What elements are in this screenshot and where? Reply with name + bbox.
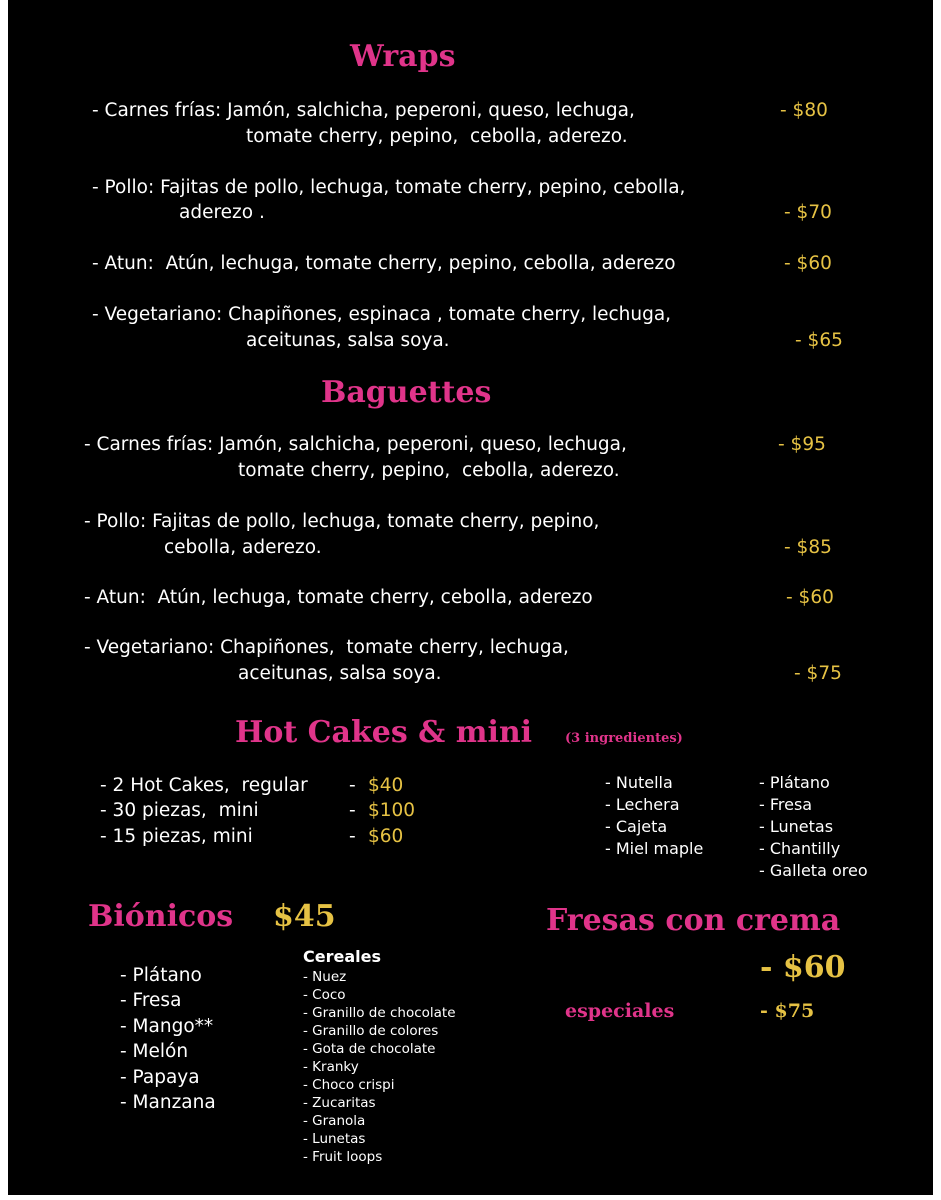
topping-item: - Galleta oreo <box>759 861 868 880</box>
wraps-item-price: - $80 <box>780 100 828 121</box>
hotcakes-item-name: - 15 piezas, mini <box>100 826 253 847</box>
baguettes-item-price: - $60 <box>786 587 834 608</box>
bionicos-fruit: - Plátano <box>120 965 202 986</box>
bionicos-fruit: - Manzana <box>120 1092 216 1113</box>
wraps-item-line: - Carnes frías: Jamón, salchicha, peperoni, queso, lechuga, <box>92 100 635 121</box>
cereal-item: - Choco crispi <box>303 1077 395 1093</box>
baguettes-item-line: aceitunas, salsa soya. <box>238 663 442 684</box>
topping-item: - Nutella <box>605 773 673 792</box>
baguettes-item-line: - Atun: Atún, lechuga, tomate cherry, cebolla, aderezo <box>84 587 593 608</box>
baguettes-item-price: - $85 <box>784 537 832 558</box>
fresas-especiales-label: especiales <box>565 1000 675 1022</box>
cereales-title: Cereales <box>303 947 381 966</box>
wraps-item-price: - $70 <box>784 202 832 223</box>
fresas-especiales-price: - $75 <box>760 1000 815 1022</box>
wraps-item-line: aderezo . <box>179 202 265 223</box>
baguettes-item-line: - Pollo: Fajitas de pollo, lechuga, tomate cherry, pepino, <box>84 511 600 532</box>
topping-item: - Cajeta <box>605 817 668 836</box>
cereal-item: - Granillo de colores <box>303 1023 439 1039</box>
cereal-item: - Granillo de chocolate <box>303 1005 456 1021</box>
hotcakes-item-dash: - <box>349 800 356 821</box>
topping-item: - Fresa <box>759 795 813 814</box>
bionicos-fruit: - Papaya <box>120 1067 200 1088</box>
hotcakes-item-price: $60 <box>368 826 404 847</box>
cereal-item: - Granola <box>303 1113 366 1129</box>
topping-item: - Chantilly <box>759 839 841 858</box>
cereal-item: - Zucaritas <box>303 1095 376 1111</box>
baguettes-item-line: - Carnes frías: Jamón, salchicha, peperoni, queso, lechuga, <box>84 434 627 455</box>
cereal-item: - Nuez <box>303 969 347 985</box>
cereal-item: - Kranky <box>303 1059 359 1075</box>
topping-item: - Lunetas <box>759 817 834 836</box>
hotcakes-subtitle: (3 ingredientes) <box>565 731 683 746</box>
bionicos-fruit: - Melón <box>120 1041 189 1062</box>
cereal-item: - Lunetas <box>303 1131 366 1147</box>
wraps-item-line: aceitunas, salsa soya. <box>246 330 450 351</box>
wraps-item-price: - $65 <box>795 330 843 351</box>
wraps-title: Wraps <box>350 39 456 74</box>
wraps-item-line: tomate cherry, pepino, cebolla, aderezo. <box>246 126 628 147</box>
wraps-item-line: - Vegetariano: Chapiñones, espinaca , tomate cherry, lechuga, <box>92 304 672 325</box>
cereal-item: - Fruit loops <box>303 1149 383 1165</box>
hotcakes-item-dash: - <box>349 826 356 847</box>
hotcakes-item-name: - 30 piezas, mini <box>100 800 259 821</box>
baguettes-title: Baguettes <box>321 375 492 410</box>
hotcakes-item-dash: - <box>349 775 356 796</box>
hotcakes-item-price: $100 <box>368 800 416 821</box>
bionicos-fruit: - Mango** <box>120 1016 214 1037</box>
bionicos-title: Biónicos <box>88 899 234 934</box>
baguettes-item-line: cebolla, aderezo. <box>164 537 322 558</box>
wraps-item-line: - Pollo: Fajitas de pollo, lechuga, tomate cherry, pepino, cebolla, <box>92 177 686 198</box>
cereal-item: - Gota de chocolate <box>303 1041 436 1057</box>
baguettes-item-line: - Vegetariano: Chapiñones, tomate cherry, lechuga, <box>84 637 569 658</box>
cereal-item: - Coco <box>303 987 346 1003</box>
bionicos-fruit: - Fresa <box>120 990 182 1011</box>
topping-item: - Miel maple <box>605 839 704 858</box>
menu-page <box>8 0 933 1195</box>
hotcakes-title: Hot Cakes & mini <box>235 715 533 750</box>
wraps-item-line: - Atun: Atún, lechuga, tomate cherry, pepino, cebolla, aderezo <box>92 253 676 274</box>
topping-item: - Lechera <box>605 795 680 814</box>
fresas-title: Fresas con crema <box>546 903 841 938</box>
hotcakes-item-name: - 2 Hot Cakes, regular <box>100 775 308 796</box>
baguettes-item-price: - $95 <box>778 434 826 455</box>
baguettes-item-price: - $75 <box>794 663 842 684</box>
bionicos-price: $45 <box>273 899 336 934</box>
baguettes-item-line: tomate cherry, pepino, cebolla, aderezo. <box>238 460 620 481</box>
fresas-price: - $60 <box>760 950 846 985</box>
wraps-item-price: - $60 <box>784 253 832 274</box>
hotcakes-item-price: $40 <box>368 775 404 796</box>
topping-item: - Plátano <box>759 773 830 792</box>
